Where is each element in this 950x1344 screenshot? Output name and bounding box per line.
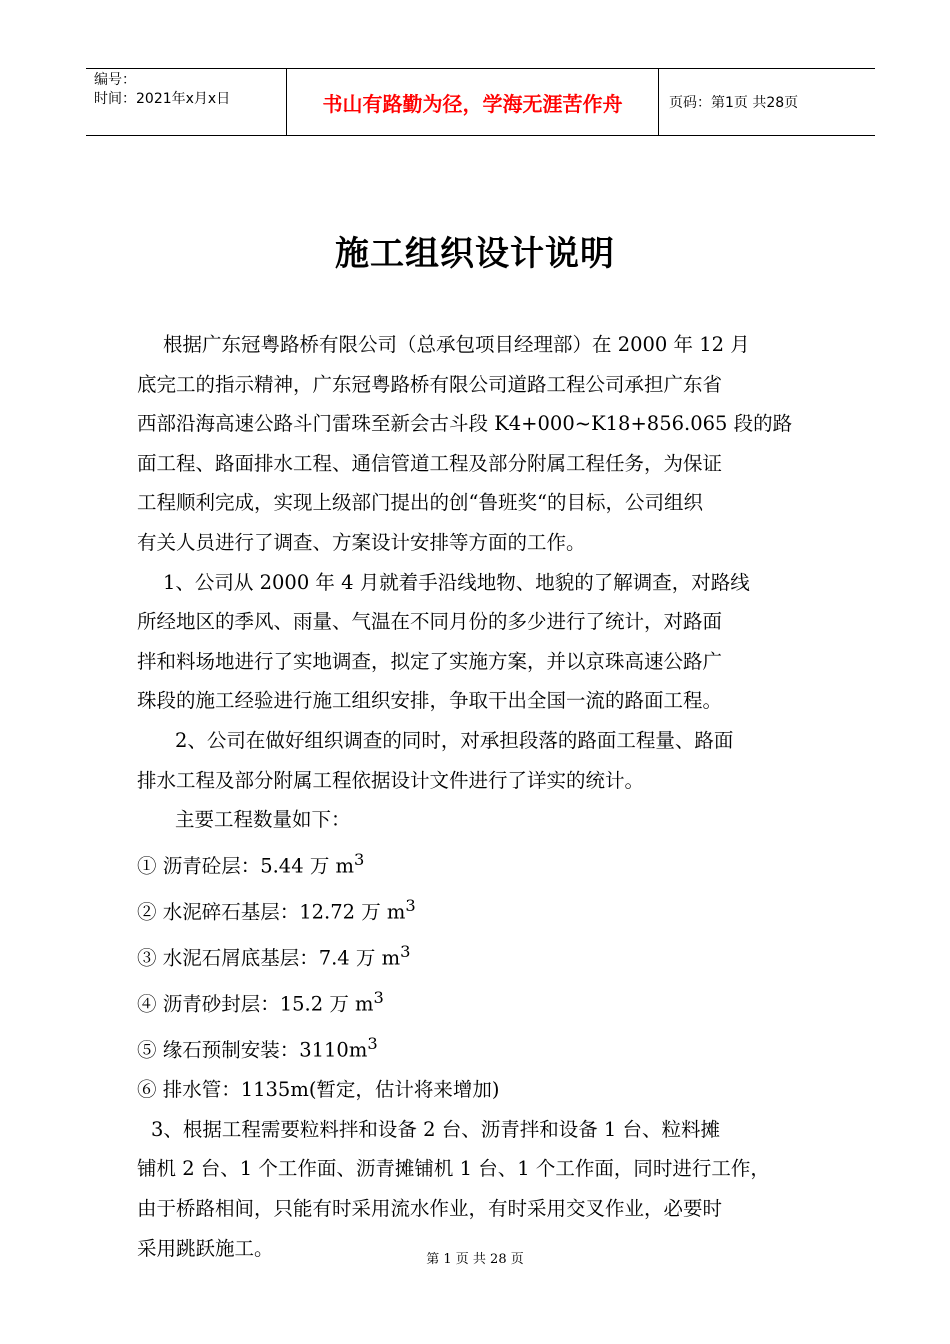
paragraph-line: 有关人员进行了调查、方案设计安排等方面的工作。 bbox=[137, 530, 586, 554]
unit-superscript: 3 bbox=[400, 941, 411, 961]
paragraph-line: 西部沿海高速公路斗门雷珠至新会古斗段 K4+000~K18+856.065 段的路 bbox=[137, 412, 793, 436]
quantity-text: ④ 沥青砂封层：15.2 万 m bbox=[137, 992, 374, 1016]
quantity-text: ① 沥青砼层：5.44 万 m bbox=[137, 854, 355, 878]
unit-superscript: 3 bbox=[373, 988, 384, 1007]
quantity-text: ⑥ 排水管：1135m(暂定，估计将来增加) bbox=[137, 1078, 500, 1102]
header-meta bbox=[86, 69, 286, 135]
paragraph-line: 铺机 2 台、1 个工作面、沥青摊铺机 1 台、1 个工作面，同时进行工作， bbox=[137, 1157, 770, 1181]
paragraph-line: 采用跳跃施工。 bbox=[137, 1236, 274, 1260]
quantity-item bbox=[137, 886, 837, 932]
paragraph-line: 排水工程及部分附属工程依据设计文件进行了详实的统计。 bbox=[137, 768, 645, 792]
paragraph-line: 底完工的指示精神，广东冠粤路桥有限公司道路工程公司承担广东省 bbox=[137, 372, 723, 396]
header-page-info: 页码：第1页 共28页 bbox=[669, 95, 799, 111]
quantity-item bbox=[137, 1024, 837, 1070]
paragraph-line: 所经地区的季风、雨量、气温在不同月份的多少进行了统计，对路面 bbox=[137, 610, 723, 634]
quantity-item bbox=[137, 1070, 837, 1110]
quantity-text: ② 水泥碎石基层：12.72 万 m bbox=[137, 900, 406, 924]
paragraph-line: 根据广东冠粤路桥有限公司（总承包项目经理部）在 2000 年 12 月 bbox=[163, 333, 750, 356]
paragraph-line: 1、公司从 2000 年 4 月就着手沿线地物、地貌的了解调查，对路线 bbox=[163, 570, 750, 594]
unit-superscript: 3 bbox=[354, 849, 365, 869]
header-motto: 书山有路勤为径，学海无涯苦作舟 bbox=[286, 69, 659, 135]
quantity-item bbox=[137, 840, 837, 886]
paragraph-line: 2、公司在做好组织调查的同时，对承担段落的路面工程量、路面 bbox=[175, 728, 734, 752]
time-label: 时间：2021年x月x日 bbox=[94, 91, 231, 107]
paragraph-line: 拌和料场地进行了实地调查，拟定了实施方案，并以京珠高速公路广 bbox=[137, 649, 723, 673]
unit-superscript: 3 bbox=[367, 1034, 378, 1054]
paragraph-line: 由于桥路相间，只能有时采用流水作业，有时采用交叉作业，必要时 bbox=[137, 1196, 723, 1220]
paragraph-line: 珠段的施工经验进行施工组织安排，争取干出全国一流的路面工程。 bbox=[137, 689, 723, 713]
unit-superscript: 3 bbox=[405, 895, 416, 915]
document-body bbox=[137, 325, 837, 1268]
quantity-item bbox=[137, 978, 837, 1024]
paragraph-line: 工程顺利完成，实现上级部门提出的创“鲁班奖“的目标，公司组织 bbox=[137, 491, 703, 515]
page-footer: 第 1 页 共 28 页 bbox=[426, 1252, 524, 1267]
quantities-heading: 主要工程数量如下： bbox=[175, 808, 351, 832]
paragraph-line: 3、根据工程需要粒料拌和设备 2 台、沥青拌和设备 1 台、粒料摊 bbox=[151, 1117, 721, 1141]
quantity-item bbox=[137, 932, 837, 978]
quantity-text: ⑤ 缘石预制安装：3110m bbox=[137, 1038, 368, 1062]
header-table bbox=[86, 68, 875, 136]
paragraph-line: 面工程、路面排水工程、通信管道工程及部分附属工程任务，为保证 bbox=[137, 451, 723, 475]
quantity-text: ③ 水泥石屑底基层：7.4 万 m bbox=[137, 946, 401, 970]
document-title: 施工组织设计说明 bbox=[335, 234, 615, 274]
number-label: 编号： bbox=[94, 72, 136, 88]
